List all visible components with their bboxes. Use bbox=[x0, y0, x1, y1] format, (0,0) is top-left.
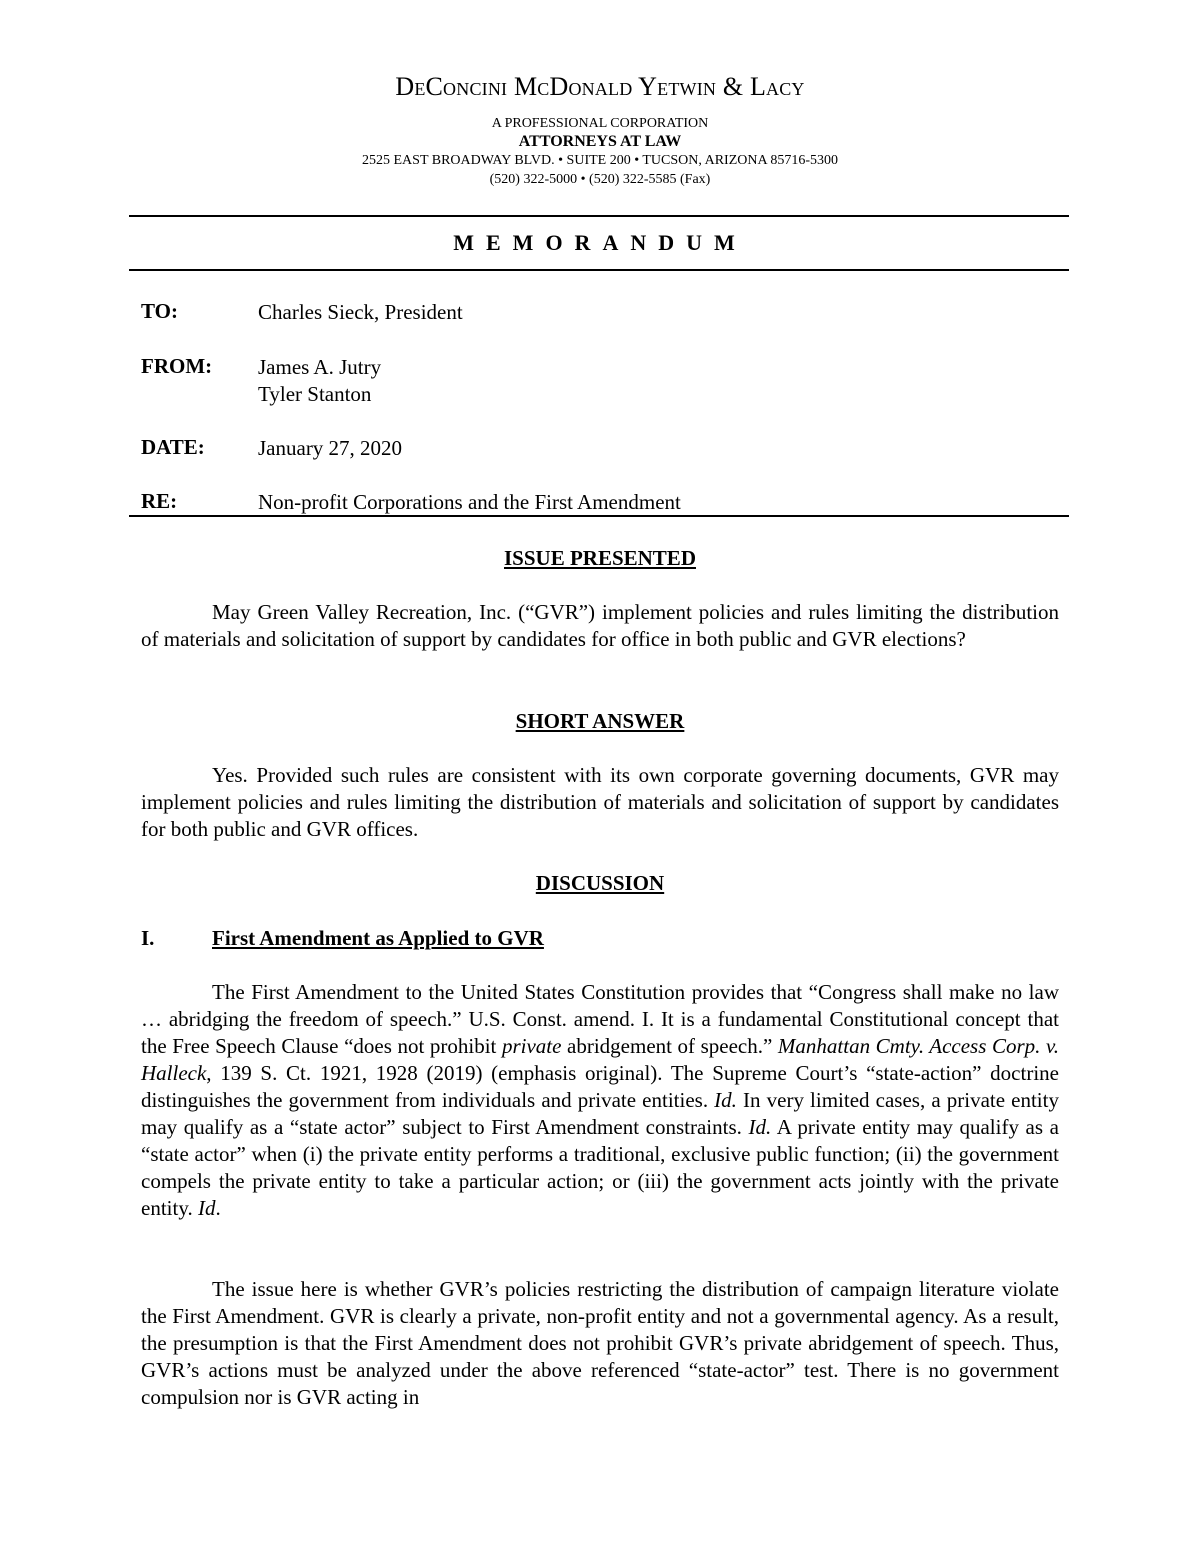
text-run: The First Amendment to the United States Constitution provides that “Congress shall make no law … abridging the freedom of speech.” U.S. Const. amend. I. It is a fundamental Constitutional concept that the Free Speech Clause “does not prohibit bbox=[141, 980, 1059, 1058]
discussion-paragraph-2: The issue here is whether GVR’s policies restricting the distribution of campaign literature violate the First Amendment. GVR is clearly a private, non-profit entity and not a governmental agency. As a result, the presumption is that the First Amendment does not prohibit GVR’s private abridgement of speech. Thus, GVR’s actions must be analyzed under the above referenced “state-actor” test. There is no government compulsion nor is GVR acting in bbox=[141, 1277, 1059, 1409]
date-value: January 27, 2020 bbox=[258, 436, 403, 460]
firm-name: DeConcini McDonald Yetwin & Lacy bbox=[395, 72, 805, 101]
from-label: FROM: bbox=[141, 354, 213, 378]
discussion-heading: DISCUSSION bbox=[535, 871, 665, 895]
divider-header bbox=[129, 515, 1069, 517]
issue-paragraph: May Green Valley Recreation, Inc. (“GVR”) implement policies and rules limiting the distribution of materials and solicitation of support by candidates for office in both public and GVR elections? bbox=[141, 600, 1059, 651]
from-value bbox=[258, 354, 381, 408]
id-citation: Id. bbox=[748, 1115, 772, 1139]
from-author-2: Tyler Stanton bbox=[258, 382, 372, 406]
short-answer-paragraph: Yes. Provided such rules are consistent with its own corporate governing documents, GVR may implement policies and rules limiting the distribution of materials and solicitation of support by candidates for both public and GVR offices. bbox=[141, 763, 1059, 841]
divider-top bbox=[129, 215, 1069, 217]
text-run-italic: private bbox=[501, 1034, 562, 1058]
to-value: Charles Sieck, President bbox=[258, 300, 463, 324]
divider-title bbox=[129, 269, 1069, 271]
text-run: . bbox=[215, 1196, 221, 1220]
issue-heading: ISSUE PRESENTED bbox=[504, 546, 696, 570]
date-label: DATE: bbox=[141, 435, 205, 459]
short-answer-heading: SHORT ANSWER bbox=[515, 709, 685, 733]
firm-address: 2525 EAST BROADWAY BLVD. • SUITE 200 • TUCSON, ARIZONA 85716-5300 bbox=[362, 153, 838, 168]
text-run: In very limited cases, a private entity may qualify as a “state actor” subject to First Amendment constraints. bbox=[141, 1088, 1059, 1139]
from-author-1: James A. Jutry bbox=[258, 355, 382, 379]
firm-phone: (520) 322-5000 • (520) 322-5585 (Fax) bbox=[489, 172, 711, 187]
text-run: abridgement of speech.” bbox=[561, 1034, 778, 1058]
memo-title: MEMORANDUM bbox=[453, 230, 747, 255]
text-run: , 139 S. Ct. 1921, 1928 (2019) (emphasis original). The Supreme Court’s “state-action” doctrine distinguishes the government from individuals and private entities. bbox=[141, 1061, 1059, 1112]
id-citation: Id. bbox=[714, 1088, 737, 1112]
discussion-paragraph-1 bbox=[141, 979, 1059, 1222]
to-label: TO: bbox=[141, 299, 178, 323]
id-citation: Id bbox=[197, 1196, 216, 1220]
text-run: A private entity may qualify as a “state actor” when (i) the private entity performs a traditional, exclusive public function; (ii) the government compels the private entity to take a particular action; or (iii) the government acts jointly with the private entity. bbox=[141, 1115, 1059, 1220]
re-value: Non-profit Corporations and the First Amendment bbox=[258, 490, 681, 514]
section-number: I. bbox=[141, 926, 155, 950]
re-label: RE: bbox=[141, 489, 178, 513]
firm-type: A PROFESSIONAL CORPORATION bbox=[491, 116, 709, 131]
section-title: First Amendment as Applied to GVR bbox=[212, 926, 544, 950]
firm-practice: ATTORNEYS AT LAW bbox=[518, 133, 682, 150]
case-citation: Manhattan Cmty. Access Corp. v. Halleck bbox=[141, 1034, 1059, 1085]
